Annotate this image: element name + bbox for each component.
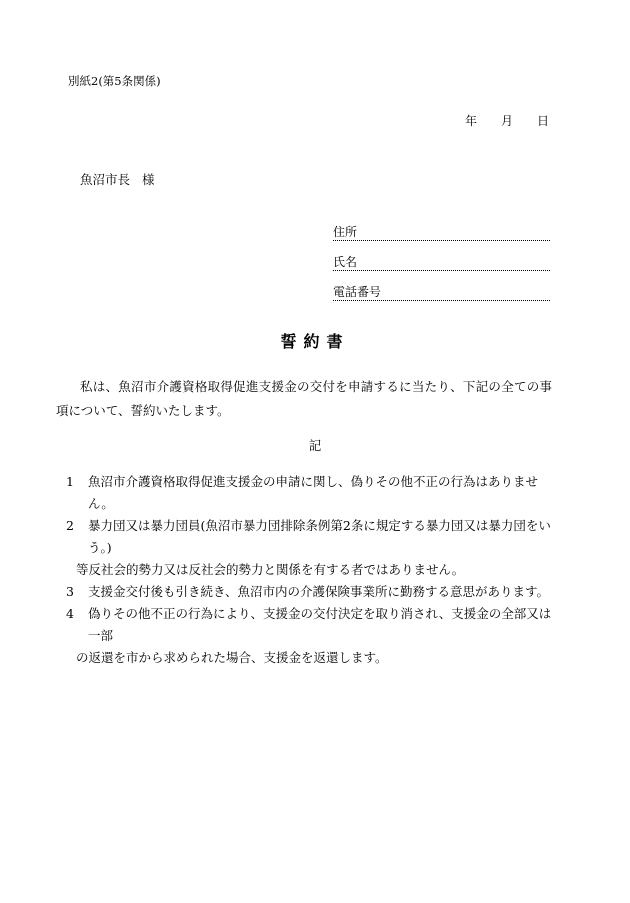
- item-line-2: の返還を市から求められた場合、支援金を返還します。: [76, 650, 388, 665]
- item-line-2: 等反社会的勢力又は反社会的勢力と関係を有する者ではありません。: [76, 562, 465, 577]
- address-field[interactable]: [333, 224, 550, 241]
- intro-paragraph: 私は、魚沼市介護資格取得促進支援金の交付を申請するに当たり、下記の全ての事項について、誓約いたします。: [56, 379, 552, 418]
- document-title: 誓約書: [280, 332, 350, 351]
- name-label: 氏名: [333, 255, 358, 269]
- form-reference-label: 別紙2(第5条関係): [68, 74, 161, 88]
- item-number: 4: [66, 606, 74, 621]
- item-line-1: 偽りその他不正の行為により、支援金の交付決定を取り消され、支援金の全部又は一部: [88, 606, 552, 643]
- item-text: [76, 515, 556, 581]
- list-item: [66, 515, 556, 581]
- item-text: [76, 603, 556, 669]
- item-text: [88, 471, 556, 515]
- addressee: [80, 170, 155, 188]
- item-line-1: 支援金交付後も引き続き、魚沼市内の介護保険事業所に勤務する意思があります。: [88, 584, 550, 599]
- pledge-list: [66, 471, 556, 669]
- addressee-honorific: 様: [142, 172, 155, 187]
- item-number: 2: [66, 518, 74, 533]
- list-item: [66, 471, 556, 515]
- item-number: 1: [66, 474, 74, 489]
- item-line-1: 暴力団又は暴力団員(魚沼市暴力団排除条例第2条に規定する暴力団又は暴力団をいう。): [88, 518, 551, 555]
- date-line: [465, 112, 549, 129]
- address-label: 住所: [333, 225, 358, 239]
- date-year: 年: [464, 114, 477, 128]
- date-month: 月: [500, 114, 513, 128]
- list-item: [66, 603, 556, 669]
- item-text: [88, 581, 556, 603]
- addressee-name: 魚沼市長: [80, 172, 131, 187]
- ki-heading: 記: [308, 438, 322, 453]
- date-day: 日: [536, 114, 549, 128]
- list-item: [66, 581, 556, 603]
- item-line-1: 魚沼市介護資格取得促進支援金の申請に関し、偽りその他不正の行為はありません。: [88, 474, 539, 511]
- phone-field[interactable]: [333, 284, 550, 301]
- name-field[interactable]: [333, 254, 550, 271]
- phone-label: 電話番号: [333, 285, 382, 299]
- item-number: 3: [66, 584, 74, 599]
